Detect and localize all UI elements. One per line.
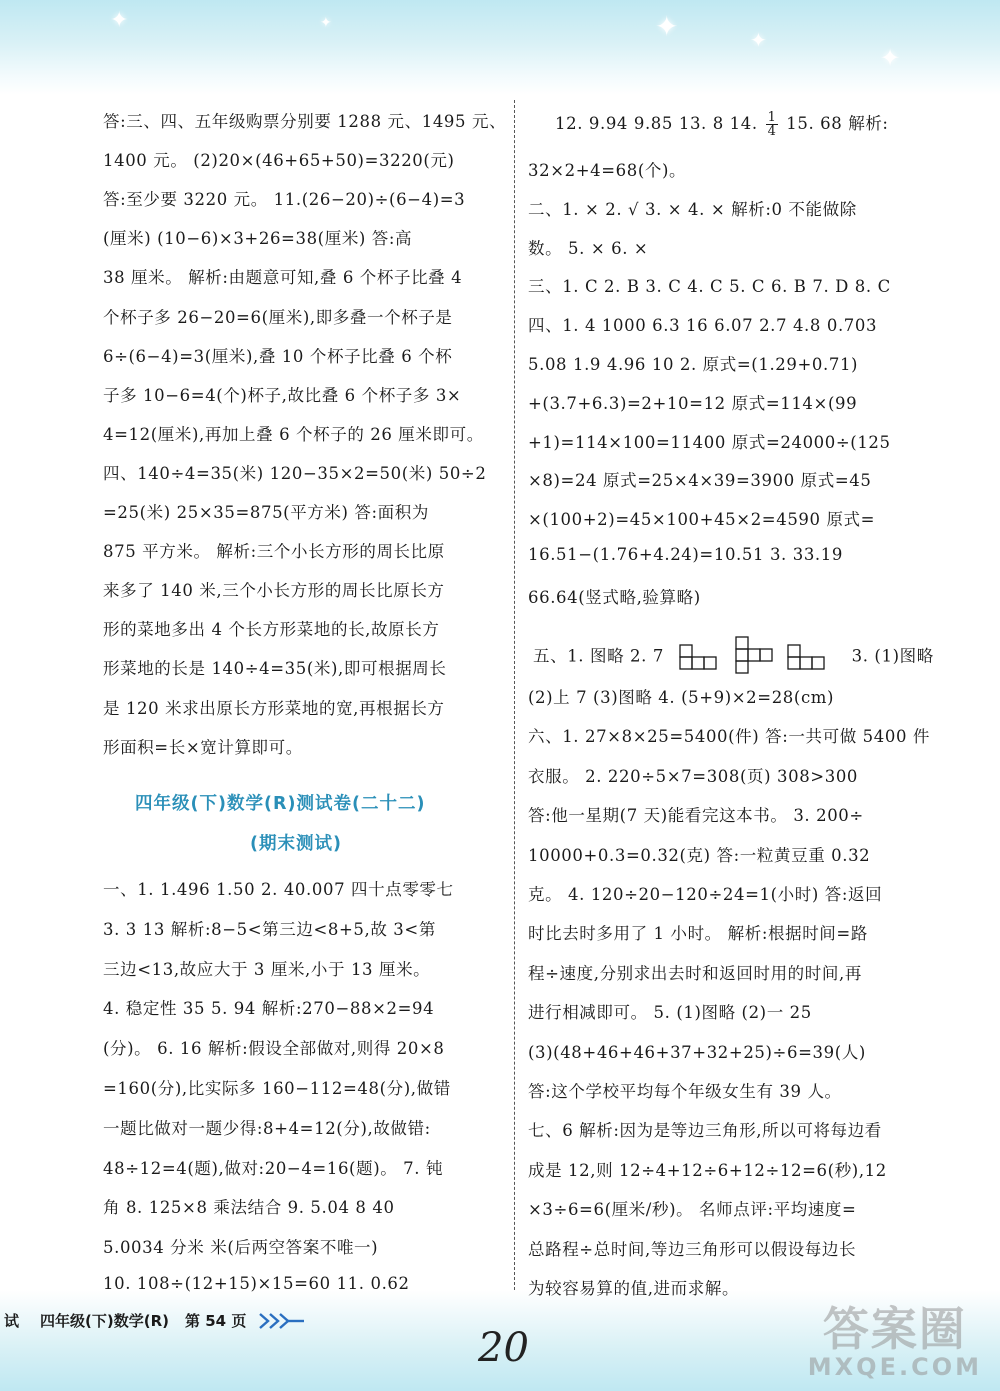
answer-line: 进行相减即可。 5. (1)图略 (2)一 25 — [528, 1003, 812, 1023]
answer-line: ×3÷6=6(厘米/秒)。 名师点评:平均速度= — [528, 1200, 857, 1220]
answer-line: 为较容易算的值,进而求解。 — [528, 1279, 740, 1298]
answer-line: 时比去时多用了 1 小时。 解析:根据时间=路 — [528, 924, 868, 944]
answer-line: 5.0034 分米 米(后两空答案不唯一) — [103, 1238, 379, 1258]
sparkle-icon: ✦ — [110, 8, 129, 33]
answer-line: 38 厘米。 解析:由题意可知,叠 6 个杯子比叠 4 — [103, 268, 463, 288]
answer-line: 32×2+4=68(个)。 — [528, 161, 687, 180]
watermark-url: MXQE.COM — [807, 1353, 982, 1381]
answer-line: +(3.7+6.3)=2+10=12 原式=114×(99 — [528, 393, 858, 413]
answer-line: 答:至少要 3220 元。 11.(26−20)÷(6−4)=3 — [103, 190, 466, 210]
answer-line: 答:他一星期(7 天)能看完这本书。 3. 200÷ — [528, 806, 864, 826]
answer-line: 1400 元。 (2)20×(46+65+50)=3220(元) — [103, 151, 455, 171]
answer-line: 四、140÷4=35(米) 120−35×2=50(米) 50÷2 — [103, 463, 487, 483]
answer-line: 四、1. 4 1000 6.3 16 6.07 2.7 4.8 0.703 — [528, 316, 878, 336]
answer-line: 12. 9.94 9.85 13. 8 14. $\frac{1}{4}$ 15. 68 解析: — [555, 110, 889, 139]
sparkle-icon: ✦ — [320, 15, 332, 31]
answer-line: 形面积=长×宽计算即可。 — [103, 737, 303, 757]
column-divider — [514, 100, 515, 1290]
answer-line: 七、6 解析:因为是等边三角形,所以可将每边看 — [528, 1121, 882, 1141]
answer-line: 875 平方米。 解析:三个小长方形的周长比原 — [103, 542, 445, 562]
handwritten-page-number: 20 — [478, 1325, 529, 1371]
answer-line: 答:这个学校平均每个年级女生有 39 人。 — [528, 1082, 842, 1101]
watermark-logo — [807, 1302, 982, 1381]
answer-line: 成是 12,则 12÷4+12÷6+12÷12=6(秒),12 — [528, 1160, 887, 1180]
sparkle-icon: ✦ — [880, 44, 901, 72]
answer-line: ×8)=24 原式=25×4×39=3900 原式=45 — [528, 471, 872, 491]
answer-line: ×(100+2)=45×100+45×2=4590 原式= — [528, 510, 876, 530]
answer-line: 答:三、四、五年级购票分别要 1288 元、1495 元、 — [103, 112, 507, 131]
answer-line: 个杯子多 26−20=6(厘米),即多叠一个杯子是 — [103, 307, 453, 327]
cube-views-figure — [678, 635, 838, 679]
answer-line: 是 120 米求出原长方形菜地的宽,再根据长方 — [103, 698, 445, 718]
answer-line: 形的菜地多出 4 个长方形菜地的长,故原长方 — [103, 620, 440, 640]
answer-line: 角 8. 125×8 乘法结合 9. 5.04 8 40 — [103, 1198, 395, 1218]
answer-line: =160(分),比实际多 160−112=48(分),做错 — [103, 1079, 451, 1098]
answer-line: 16.51−(1.76+4.24)=10.51 3. 33.19 — [528, 545, 843, 564]
footer-page: 第 54 页 — [185, 1312, 247, 1330]
section-title: 四年级(下)数学(R)测试卷(二十二) — [135, 794, 426, 814]
answer-line: 数。 5. × 6. × — [528, 238, 649, 258]
answer-line: 一题比做对一题少得:8+4=12(分),故做错: — [103, 1118, 431, 1138]
fraction: $\frac{1}{4}$ — [767, 110, 777, 139]
answer-line: 4. 稳定性 35 5. 94 解析:270−88×2=94 — [103, 999, 435, 1019]
watermark-text: 答案圈 — [822, 1302, 967, 1356]
answer-line: 一、1. 1.496 1.50 2. 40.007 四十点零零七 — [103, 880, 454, 899]
answer-line: 3. 3 13 解析:8−5<第三边<8+5,故 3<第 — [103, 919, 436, 939]
answer-line: 子多 10−6=4(个)杯子,故比叠 6 个杯子多 3× — [103, 385, 462, 405]
answer-line: 形菜地的长是 140÷4=35(米),即可根据周长 — [103, 659, 447, 679]
answer-line: =25(米) 25×35=875(平方米) 答:面积为 — [103, 503, 429, 522]
sparkle-icon: ✦ — [750, 28, 767, 52]
footer-book: 四年级(下)数学(R) — [40, 1312, 169, 1330]
answer-line: 4=12(厘米),再加上叠 6 个杯子的 26 厘米即可。 — [103, 424, 484, 444]
answer-line: (2)上 7 (3)图略 4. (5+9)×2=28(cm) — [528, 688, 835, 707]
answer-line: (厘米) (10−6)×3+26=38(厘米) 答:高 — [103, 229, 413, 249]
answer-line: +1)=114×100=11400 原式=24000÷(125 — [528, 432, 891, 452]
top-sky-decoration — [0, 0, 1000, 95]
answer-line: 衣服。 2. 220÷5×7=308(页) 308>300 — [528, 766, 859, 786]
answer-line: 10000+0.3=0.32(克) 答:一粒黄豆重 0.32 — [528, 845, 871, 865]
answer-line: 来多了 140 米,三个小长方形的周长比原长方 — [103, 581, 445, 601]
answer-line: 66.64(竖式略,验算略) — [528, 587, 701, 607]
answer-line: (分)。 6. 16 解析:假设全部做对,则得 20×8 — [103, 1039, 445, 1059]
answer-line: 10. 108÷(12+15)×15=60 11. 0.62 — [103, 1274, 410, 1293]
answer-line: 程÷速度,分别求出去时和返回时用的时间,再 — [528, 963, 862, 983]
section-subtitle: (期末测试) — [250, 834, 342, 854]
answer-line: 总路程÷总时间,等边三角形可以假设每边长 — [528, 1239, 857, 1259]
answer-line: 六、1. 27×8×25=5400(件) 答:一共可做 5400 件 — [528, 727, 931, 747]
answer-line: 二、1. × 2. √ 3. × 4. × 解析:0 不能做除 — [528, 199, 857, 219]
answer-line: 三、1. C 2. B 3. C 4. C 5. C 6. B 7. D 8. C — [528, 277, 891, 297]
answer-line: 克。 4. 120÷20−120÷24=1(小时) 答:返回 — [528, 885, 883, 904]
page-footer — [0, 1310, 310, 1336]
answer-line: 48÷12=4(题),做对:20−4=16(题)。 7. 钝 — [103, 1158, 444, 1178]
answer-line: (3)(48+46+46+37+32+25)÷6=39(人) — [528, 1042, 866, 1062]
arrows-icon — [258, 1311, 306, 1331]
answer-line: 五、1. 图略 2. 7 3. (1)图略 — [533, 635, 934, 679]
footer-prefix: 试 — [4, 1312, 20, 1330]
sparkle-icon: ✦ — [655, 10, 679, 43]
answer-line: 6÷(6−4)=3(厘米),叠 10 个杯子比叠 6 个杯 — [103, 346, 453, 366]
answer-line: 5.08 1.9 4.96 10 2. 原式=(1.29+0.71) — [528, 355, 859, 374]
answer-line: 三边<13,故应大于 3 厘米,小于 13 厘米。 — [103, 959, 431, 979]
